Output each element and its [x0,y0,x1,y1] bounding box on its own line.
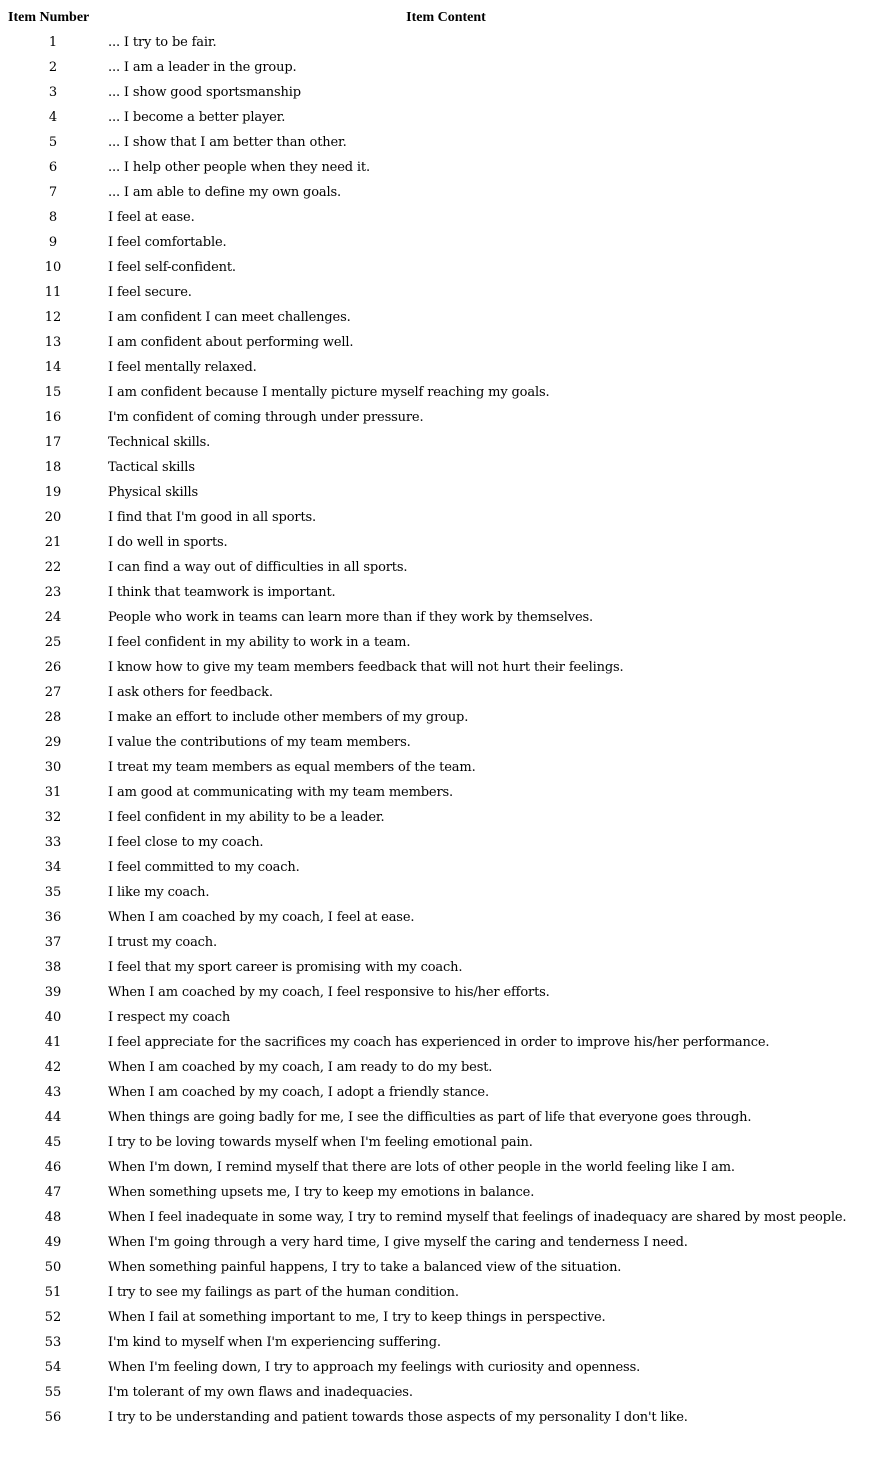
item-number-cell [0,385,108,400]
item-content: I feel committed to my coach. [108,860,300,875]
table-row [0,1005,884,1030]
item-content: I feel at ease. [108,210,195,225]
item-content: I am confident because I mentally picture myself reaching my goals. [108,385,550,400]
item-number-cell [0,1285,108,1300]
item-content: ... I try to be fair. [108,35,217,50]
items-list [0,30,884,1430]
item-number: 15 [44,385,62,400]
table-row [0,55,884,80]
item-number: 29 [44,735,62,750]
item-content: ... I am a leader in the group. [108,60,297,75]
item-number: 23 [44,585,62,600]
item-number: 18 [44,460,62,475]
item-number: 24 [44,610,62,625]
item-number-cell [0,835,108,850]
item-content: When something upsets me, I try to keep my emotions in balance. [108,1185,535,1200]
table-header [0,5,884,30]
item-number: 6 [48,160,58,175]
item-number-cell [0,960,108,975]
item-content: I feel mentally relaxed. [108,360,257,375]
item-number-cell [0,660,108,675]
item-number-cell [0,1160,108,1175]
table-row [0,855,884,880]
table-row [0,1230,884,1255]
item-number-cell [0,535,108,550]
item-number-cell [0,360,108,375]
item-number: 47 [44,1185,62,1200]
item-number-cell [0,1085,108,1100]
table-row [0,755,884,780]
item-number: 35 [44,885,62,900]
item-number-cell [0,1235,108,1250]
table-row [0,1130,884,1155]
item-number: 12 [44,310,62,325]
item-content: I make an effort to include other members of my group. [108,710,469,725]
items-table [0,5,884,1430]
table-row [0,105,884,130]
item-content: Tactical skills [108,460,195,475]
item-number-cell [0,260,108,275]
item-number: 42 [44,1060,62,1075]
item-content: I try to be understanding and patient towards those aspects of my personality I don't like. [108,1410,688,1425]
item-content: ... I show good sportsmanship [108,85,301,100]
table-row [0,505,884,530]
item-number-cell [0,735,108,750]
item-number: 14 [44,360,62,375]
table-row [0,1380,884,1405]
item-number: 27 [44,685,62,700]
item-number: 41 [44,1035,62,1050]
item-content: ... I become a better player. [108,110,286,125]
item-content: I know how to give my team members feedback that will not hurt their feelings. [108,660,624,675]
table-row [0,1330,884,1355]
item-number: 7 [48,185,58,200]
item-number-cell [0,460,108,475]
table-row [0,205,884,230]
item-number-cell [0,910,108,925]
item-number-cell [0,610,108,625]
item-number-cell [0,860,108,875]
item-number-cell [0,1310,108,1325]
item-number-cell [0,1210,108,1225]
item-number-cell [0,810,108,825]
table-row [0,905,884,930]
table-row [0,705,884,730]
table-row [0,1405,884,1430]
item-content: Physical skills [108,485,199,500]
table-row [0,255,884,280]
item-number-cell [0,585,108,600]
item-content: I can find a way out of difficulties in all sports. [108,560,408,575]
item-number: 45 [44,1135,62,1150]
item-number: 51 [44,1285,62,1300]
header-item-content: Item Content [406,9,486,25]
item-number-cell [0,60,108,75]
item-content: I feel confident in my ability to be a leader. [108,810,385,825]
item-content: I treat my team members as equal members of the team. [108,760,476,775]
table-row [0,1255,884,1280]
table-row [0,1205,884,1230]
item-number: 8 [48,210,58,225]
table-row [0,405,884,430]
item-number: 48 [44,1210,62,1225]
item-number-cell [0,1185,108,1200]
table-row [0,730,884,755]
table-row [0,530,884,555]
table-row [0,1180,884,1205]
item-number-cell [0,1035,108,1050]
item-number: 36 [44,910,62,925]
item-content: When something painful happens, I try to take a balanced view of the situation. [108,1260,622,1275]
item-number: 43 [44,1085,62,1100]
item-number: 1 [48,35,58,50]
item-number-cell [0,110,108,125]
item-number-cell [0,1360,108,1375]
table-row [0,980,884,1005]
item-content: When I'm going through a very hard time, I give myself the caring and tenderness I need. [108,1235,688,1250]
item-number-cell [0,985,108,1000]
item-content: When I am coached by my coach, I am ready to do my best. [108,1060,493,1075]
table-row [0,1280,884,1305]
item-number-cell [0,485,108,500]
item-content: I think that teamwork is important. [108,585,336,600]
item-number: 13 [44,335,62,350]
item-content: I value the contributions of my team members. [108,735,411,750]
item-number-cell [0,710,108,725]
table-row [0,430,884,455]
item-content: When I fail at something important to me, I try to keep things in perspective. [108,1310,606,1325]
item-content: I am confident about performing well. [108,335,354,350]
item-number-cell [0,285,108,300]
table-row [0,1355,884,1380]
item-number-cell [0,785,108,800]
item-content: I am good at communicating with my team members. [108,785,454,800]
item-number: 21 [44,535,62,550]
item-number-cell [0,1260,108,1275]
item-content: I feel secure. [108,285,192,300]
table-row [0,805,884,830]
item-content: I'm tolerant of my own flaws and inadequacies. [108,1385,413,1400]
item-number: 40 [44,1010,62,1025]
item-content: When I am coached by my coach, I feel at ease. [108,910,415,925]
table-row [0,1030,884,1055]
item-number: 56 [44,1410,62,1425]
table-row [0,1105,884,1130]
table-row [0,80,884,105]
table-row [0,230,884,255]
item-content: People who work in teams can learn more than if they work by themselves. [108,610,594,625]
item-number: 54 [44,1360,62,1375]
item-content: When I feel inadequate in some way, I try to remind myself that feelings of inadequacy are shared by most people. [108,1210,847,1225]
item-number: 16 [44,410,62,425]
item-number-cell [0,510,108,525]
item-number-cell [0,210,108,225]
item-number-cell [0,1060,108,1075]
table-row [0,480,884,505]
table-row [0,555,884,580]
item-number-cell [0,85,108,100]
item-number-cell [0,1385,108,1400]
item-number-cell [0,1410,108,1425]
item-number-cell [0,185,108,200]
item-number-cell [0,1010,108,1025]
item-content: I'm confident of coming through under pressure. [108,410,424,425]
table-row [0,455,884,480]
table-row [0,1055,884,1080]
table-row [0,130,884,155]
item-content: I feel self-confident. [108,260,236,275]
item-content: ... I am able to define my own goals. [108,185,342,200]
item-number-cell [0,1110,108,1125]
item-content: I find that I'm good in all sports. [108,510,317,525]
item-number: 28 [44,710,62,725]
item-number: 55 [44,1385,62,1400]
item-number: 19 [44,485,62,500]
item-number-cell [0,1335,108,1350]
table-row [0,330,884,355]
item-number: 10 [44,260,62,275]
item-number: 9 [48,235,58,250]
table-row [0,380,884,405]
item-number-cell [0,335,108,350]
item-content: When things are going badly for me, I see the difficulties as part of life that everyone goes through. [108,1110,752,1125]
item-number-cell [0,310,108,325]
item-content: I try to see my failings as part of the human condition. [108,1285,459,1300]
table-row [0,680,884,705]
item-number: 31 [44,785,62,800]
item-number: 52 [44,1310,62,1325]
item-content: When I am coached by my coach, I adopt a friendly stance. [108,1085,489,1100]
item-number-cell [0,885,108,900]
item-number-cell [0,1135,108,1150]
item-content: When I'm feeling down, I try to approach my feelings with curiosity and openness. [108,1360,641,1375]
header-item-number: Item Number [8,9,90,25]
table-row [0,880,884,905]
item-number: 4 [48,110,58,125]
item-number: 50 [44,1260,62,1275]
table-row [0,930,884,955]
table-row [0,605,884,630]
item-content: ... I help other people when they need it. [108,160,370,175]
table-row [0,355,884,380]
item-content: I do well in sports. [108,535,228,550]
item-number: 30 [44,760,62,775]
item-number-cell [0,685,108,700]
item-content: I'm kind to myself when I'm experiencing suffering. [108,1335,441,1350]
item-number-cell [0,160,108,175]
item-number-cell [0,135,108,150]
item-number-cell [0,935,108,950]
item-content: I trust my coach. [108,935,218,950]
item-number-cell [0,435,108,450]
table-row [0,280,884,305]
item-number: 44 [44,1110,62,1125]
item-content: When I am coached by my coach, I feel responsive to his/her efforts. [108,985,550,1000]
item-number: 33 [44,835,62,850]
table-row [0,780,884,805]
item-number-cell [0,635,108,650]
item-number: 20 [44,510,62,525]
table-row [0,1305,884,1330]
item-number: 53 [44,1335,62,1350]
item-number-cell [0,410,108,425]
item-number: 17 [44,435,62,450]
item-number: 46 [44,1160,62,1175]
table-row [0,305,884,330]
item-number: 26 [44,660,62,675]
table-row [0,955,884,980]
item-number: 11 [44,285,62,300]
item-content: I am confident I can meet challenges. [108,310,351,325]
item-content: I feel close to my coach. [108,835,264,850]
table-row [0,580,884,605]
item-number: 37 [44,935,62,950]
item-number: 32 [44,810,62,825]
item-content: I try to be loving towards myself when I'm feeling emotional pain. [108,1135,533,1150]
item-number: 25 [44,635,62,650]
table-row [0,630,884,655]
item-number: 49 [44,1235,62,1250]
table-row [0,655,884,680]
item-number-cell [0,35,108,50]
item-number: 2 [48,60,58,75]
item-number-cell [0,560,108,575]
item-number: 34 [44,860,62,875]
table-row [0,155,884,180]
item-content: Technical skills. [108,435,211,450]
item-content: ... I show that I am better than other. [108,135,347,150]
item-number: 38 [44,960,62,975]
item-content: I like my coach. [108,885,210,900]
item-number: 5 [48,135,58,150]
item-number-cell [0,760,108,775]
item-content: I ask others for feedback. [108,685,273,700]
item-content: When I'm down, I remind myself that there are lots of other people in the world feeling like I am. [108,1160,735,1175]
item-content: I feel confident in my ability to work in a team. [108,635,411,650]
item-content: I respect my coach [108,1010,231,1025]
item-content: I feel that my sport career is promising with my coach. [108,960,463,975]
table-row [0,830,884,855]
table-row [0,1155,884,1180]
table-row [0,1080,884,1105]
item-number: 22 [44,560,62,575]
item-number: 3 [48,85,58,100]
item-number: 39 [44,985,62,1000]
table-row [0,30,884,55]
table-row [0,180,884,205]
item-content: I feel appreciate for the sacrifices my coach has experienced in order to improve his/her performance. [108,1035,770,1050]
item-number-cell [0,235,108,250]
item-content: I feel comfortable. [108,235,227,250]
